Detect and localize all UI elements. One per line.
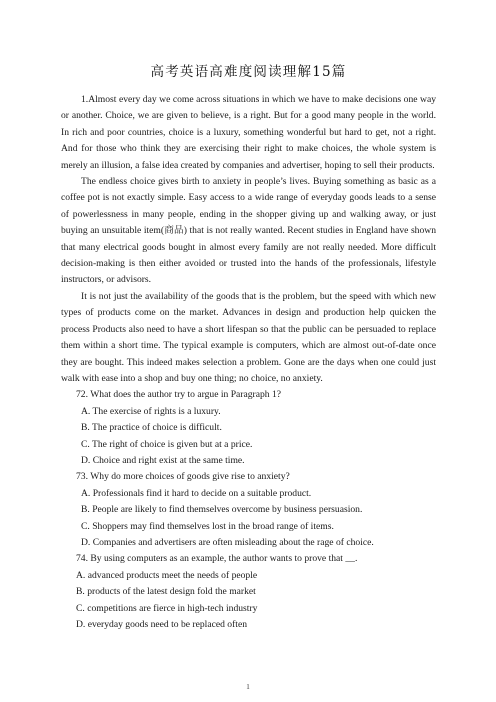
question-stem: 73. Why do more choices of goods give rise to anxiety?	[76, 471, 290, 483]
page-number: 1	[246, 683, 250, 691]
option-b: B. The practice of choice is difficult.	[81, 422, 222, 434]
option-d: D. Companies and advertisers are often misleading about the rage of choice.	[81, 536, 374, 548]
option-b: B. People are likely to find themselves overcome by business persuasion.	[81, 504, 363, 516]
question-74	[61, 551, 436, 633]
option-c: C. The right of choice is given but at a price.	[81, 438, 253, 450]
paragraph-2: The endless choice gives birth to anxiety in people’s lives. Buying something as basic as a coffee pot is not exactly simple. Easy access to a wide range of everyday goods leads to a sense of powerlessness in many people, ending in the shopper giving up and walking away, or just buying an unsuitable item(商品) that is not really wanted. Recent studies in England have shown that many electrical goods bought in almost every family are not really needed. More difficult decision-making is then either avoided or trusted into the hands of the professionals, lifestyle instructors, or advisors.	[61, 176, 436, 286]
option-d: D. everyday goods need to be replaced often	[76, 619, 248, 630]
question-stem: 72. What does the author try to argue in Paragraph 1?	[76, 389, 282, 401]
option-a: A. The exercise of rights is a luxury.	[81, 405, 221, 417]
option-a: A. Professionals find it hard to decide on a suitable product.	[81, 487, 312, 499]
question-72	[61, 387, 436, 469]
question-73	[61, 469, 436, 551]
paragraph-1: 1.Almost every day we come across situations in which we have to make decisions one way or another. Choice, we are given to believe, is a right. But for a good many people in the world. In rich and poor countries, choice is a luxury, something wonderful but hard to get, not a right. And for those who think they are exercising their right to make choices, the whole system is merely an illusion, a false idea created by companies and advertiser, hoping to sell their products.	[61, 94, 436, 171]
option-c: C. competitions are fierce in high-tech industry	[76, 602, 258, 614]
option-b: B. products of the latest design fold the market	[76, 586, 256, 598]
option-c: C. Shoppers may find themselves lost in the broad range of items.	[81, 520, 334, 532]
option-a: A. advanced products meet the needs of people	[76, 569, 258, 581]
paragraph-3: It is not just the availability of the goods that is the problem, but the speed with which new types of products come on the market. Advances in design and production help quicken the process Products also need to have a short lifespan so that the public can be persuaded to replace them within a short time. The typical example is computers, which are almost out-of-date once they are bought. This indeed makes selection a problem. Gone are the days when one could just walk with ease into a shop and buy one thing; no choice, no anxiety.	[61, 290, 436, 384]
question-stem: 74. By using computers as an example, the author wants to prove that __.	[76, 553, 358, 565]
document-title: 高考英语高难度阅读理解15篇	[150, 64, 347, 80]
option-d: D. Choice and right exist at the same time.	[81, 454, 245, 466]
